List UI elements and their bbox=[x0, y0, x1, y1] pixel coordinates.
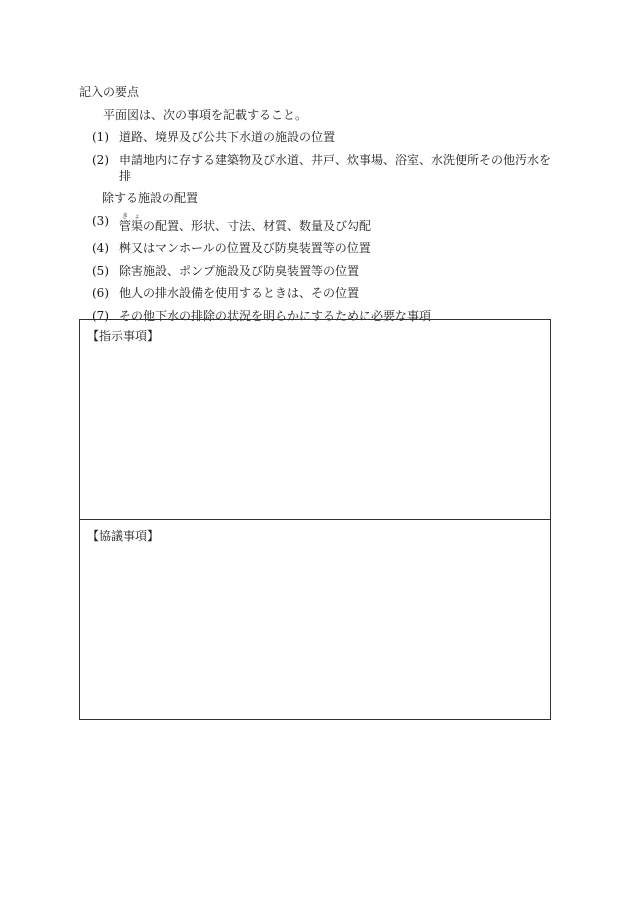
item-text-rest: の配置、形状、寸法、材質、数量及び勾配 bbox=[143, 218, 372, 233]
list-item bbox=[80, 240, 560, 256]
list-item bbox=[80, 213, 560, 234]
instructions-title: 【指示事項】 bbox=[87, 329, 160, 343]
ruby-annotation bbox=[119, 212, 144, 233]
item-text: 除害施設、ポンプ施設及び防臭装置等の位置 bbox=[119, 263, 360, 278]
item-text: 申請地内に存する建築物及び水道、井戸、炊事場、浴室、水洗便所その他汚水を排 bbox=[119, 152, 552, 183]
list-item bbox=[80, 263, 560, 279]
item-text: 道路、境界及び公共下水道の施設の位置 bbox=[119, 130, 336, 144]
item-number: (6) bbox=[92, 286, 109, 300]
consultation-title: 【協議事項】 bbox=[87, 529, 160, 543]
item-text: 他人の排水設備を使用するときは、その位置 bbox=[119, 286, 360, 300]
instructions-box bbox=[79, 319, 551, 520]
item-text: 桝又はマンホールの位置及び防臭装置等の位置 bbox=[119, 241, 371, 255]
item-number: (5) bbox=[92, 263, 109, 278]
item-number: (2) bbox=[92, 152, 109, 167]
list-item bbox=[80, 285, 560, 301]
item-continuation: 除する施設の配置 bbox=[102, 191, 199, 205]
section-heading: 記入の要点 bbox=[79, 85, 140, 99]
item-number: (1) bbox=[92, 130, 109, 144]
item-text bbox=[80, 213, 560, 234]
item-number: (4) bbox=[92, 241, 109, 255]
intro-text: 平面図は、次の事項を記載すること。 bbox=[103, 108, 308, 122]
ruby-reading: きょ bbox=[119, 212, 144, 220]
consultation-box bbox=[79, 519, 551, 720]
list-item bbox=[80, 152, 560, 207]
list-item bbox=[80, 129, 560, 145]
item-number: (7) bbox=[92, 308, 109, 323]
item-number: (3) bbox=[92, 213, 109, 228]
ruby-base: 管渠 bbox=[119, 218, 144, 233]
item-text: その他下水の排除の状況を明らかにするために必要な事項 bbox=[119, 308, 432, 323]
requirements-list bbox=[80, 129, 560, 330]
